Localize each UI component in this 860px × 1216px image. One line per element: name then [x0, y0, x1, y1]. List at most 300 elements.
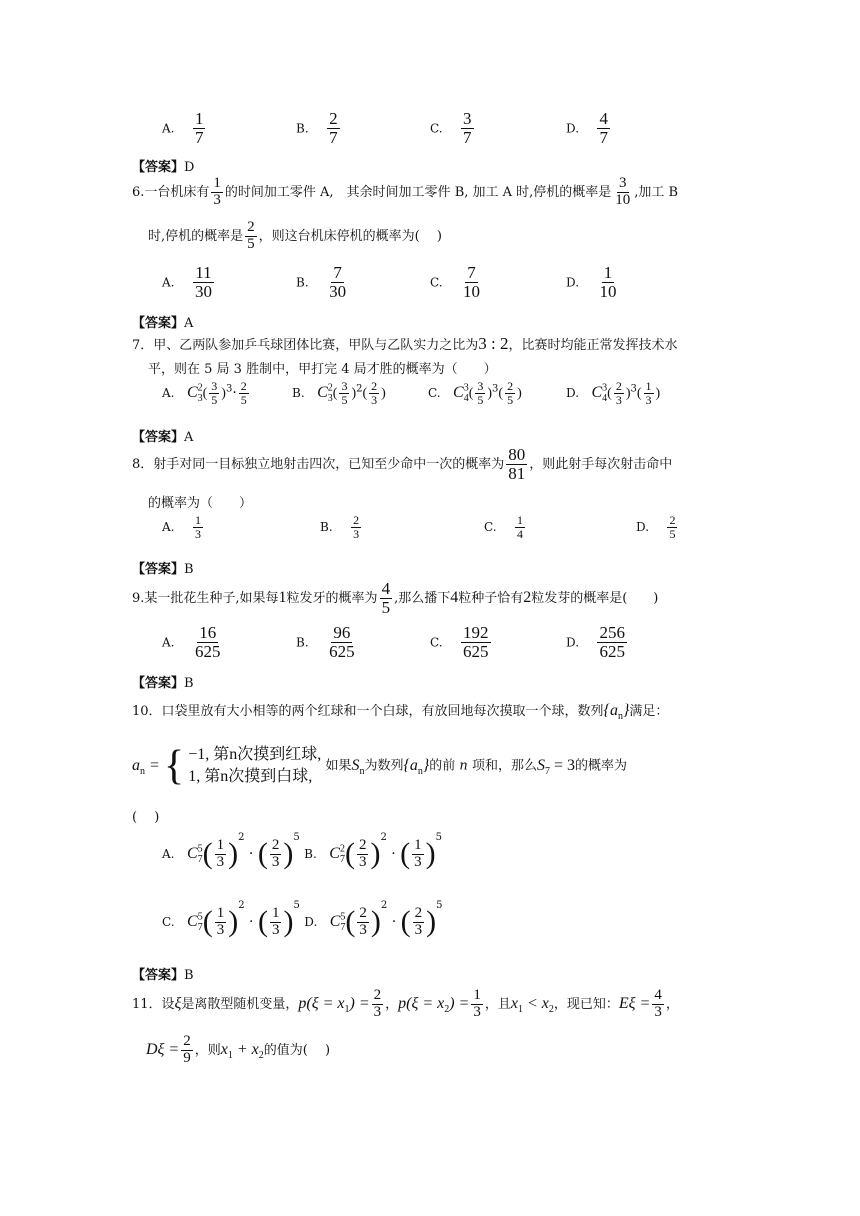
- c-sub: 3: [197, 393, 203, 405]
- numerator: 16: [199, 623, 217, 642]
- text: ( ): [132, 810, 160, 825]
- numerator: 2: [373, 987, 382, 1003]
- numerator: 2: [247, 219, 255, 235]
- numerator: 3: [211, 379, 218, 393]
- numerator: 1: [271, 904, 280, 921]
- numerator: 4: [599, 109, 608, 128]
- q10-stem-line2: [132, 742, 627, 790]
- q9-option-d: [566, 624, 629, 661]
- combination: [186, 382, 203, 405]
- q6-option-b: [296, 264, 350, 301]
- q5-option-d: [566, 110, 612, 147]
- option-label: B.: [296, 635, 309, 650]
- numerator: 1: [414, 836, 422, 853]
- an-symbol: $a_n$ =: [132, 756, 160, 777]
- exponent: 3: [225, 383, 233, 395]
- xi-symbol: ξ: [174, 994, 182, 1012]
- fraction: [380, 580, 393, 617]
- text: 平，则在 5 局 3 胜制中，甲打完 4 局才胜的概率为（ ）: [148, 362, 497, 377]
- p2-text: p(ξ = x: [398, 994, 445, 1012]
- c-symbol: C: [317, 384, 328, 402]
- denominator: 3: [216, 853, 225, 870]
- option-label: B.: [304, 847, 317, 861]
- numerator: 2: [414, 904, 423, 921]
- numerator: 1: [194, 513, 201, 527]
- q7-answer: [132, 426, 193, 445]
- fraction: [193, 624, 223, 661]
- number: 1: [278, 588, 287, 606]
- q7-option-d: D. $C^3_4$( $\frac{2}{3}$ )$^3$( $\frac{1}{3}$ ): [566, 379, 661, 407]
- denominator: 5: [381, 597, 391, 617]
- number: 4: [450, 588, 459, 606]
- text: ，则: [194, 1042, 221, 1058]
- fraction: [614, 380, 624, 406]
- fraction: [181, 1034, 193, 1067]
- q7-option-a: A. $C^2_3$( $\frac{3}{5}$ )$^3$· $\frac{2}{5}$: [162, 379, 247, 407]
- fraction: [506, 446, 527, 483]
- option-label: B.: [320, 520, 333, 535]
- option-label: D.: [566, 275, 580, 290]
- p2-end: ) =: [449, 994, 470, 1012]
- text: 8．射手对同一目标独立地射击四次，已知至少命中一次的概率为: [132, 456, 505, 472]
- denominator: 7: [329, 127, 338, 147]
- numerator: 2: [371, 379, 378, 393]
- option-label: A.: [162, 121, 175, 136]
- answer-value: B: [184, 562, 194, 577]
- denominator: 625: [463, 641, 489, 661]
- q11-stem-line2: [146, 1034, 330, 1067]
- sum-expr: [220, 1040, 264, 1061]
- denominator: 10: [463, 281, 481, 301]
- denominator: 625: [329, 641, 355, 661]
- fraction: [193, 514, 203, 540]
- numerator: 2: [329, 109, 338, 128]
- seq-text: {a: [403, 756, 418, 774]
- q7-option-b: B. $C^2_3$( $\frac{3}{5}$ )$^2$( $\frac{2}{3}$ ): [292, 379, 386, 407]
- option-label: C.: [484, 520, 497, 535]
- numerator: 1: [216, 904, 225, 921]
- exponent: 2: [380, 832, 387, 843]
- numerator: 3: [341, 379, 348, 393]
- numerator: 80: [508, 445, 526, 464]
- numerator: 2: [271, 836, 280, 853]
- fraction: [461, 624, 491, 661]
- numerator: 1: [603, 263, 613, 282]
- q10-paren: [132, 806, 159, 825]
- denominator: 3: [414, 853, 422, 870]
- q7-option-c: C. $C^3_4$( $\frac{3}{5}$ )$^3$( $\frac{2}{5}$ ): [428, 379, 522, 407]
- answer-value: B: [184, 676, 194, 691]
- c-sup: 3: [602, 382, 608, 394]
- option-label: C.: [162, 915, 175, 929]
- q10-option-c: C. $C^5_7$( $\frac{1}{3}$ )$^2$ · ( $\frac{1}{3}$ )$^5$: [162, 900, 300, 938]
- numerator: 2: [615, 379, 622, 393]
- q8-stem-line1: [132, 446, 672, 483]
- fraction: [357, 838, 369, 871]
- denominator: 7: [599, 127, 608, 147]
- an-sub: n: [140, 765, 145, 777]
- denominator: 30: [194, 281, 212, 301]
- an-text: a: [132, 756, 140, 774]
- c-sup: 3: [463, 382, 469, 394]
- denominator: 7: [194, 127, 204, 147]
- text: 满足：: [629, 704, 669, 719]
- q9-answer: [132, 672, 194, 691]
- numerator: 1: [473, 987, 481, 1003]
- text: ，现已知：: [553, 996, 619, 1012]
- c-sup: 2: [327, 382, 333, 394]
- option-label: A.: [162, 520, 175, 535]
- exponent: 5: [435, 832, 443, 843]
- denominator: 3: [371, 392, 378, 407]
- p2-sub: 2: [444, 1003, 450, 1015]
- answer-value: D: [184, 160, 195, 175]
- option-label: D.: [566, 635, 580, 650]
- p1-sub: 1: [344, 1003, 350, 1015]
- c-sub: 4: [463, 393, 469, 405]
- combination: $C^2_7$: [329, 843, 345, 866]
- fraction: [327, 624, 357, 661]
- denominator: 7: [463, 127, 472, 147]
- q8-option-b: [320, 514, 363, 540]
- seq-sub: n: [617, 711, 623, 723]
- numerator: 7: [467, 263, 476, 282]
- denominator: 3: [353, 526, 360, 541]
- fraction: [209, 380, 219, 406]
- text: ,加工 B: [634, 184, 679, 200]
- q5-option-b: [296, 110, 342, 147]
- q10-options-row2: [162, 900, 443, 938]
- option-label: A.: [162, 847, 175, 861]
- answer-value: B: [184, 968, 194, 983]
- fraction: [369, 380, 379, 406]
- option-label: B.: [296, 121, 309, 136]
- combination: [591, 382, 608, 405]
- denominator: 30: [329, 281, 347, 301]
- denominator: 9: [183, 1049, 191, 1066]
- fraction: [215, 906, 227, 939]
- q9-stem: [132, 580, 658, 617]
- c-sub: 7: [197, 922, 203, 934]
- text: 的概率为: [574, 758, 627, 774]
- sn-text: S: [351, 756, 360, 774]
- c-symbol: C: [453, 384, 464, 402]
- numerator: 1: [645, 379, 652, 393]
- option-label: D.: [566, 121, 580, 136]
- sum-sub1: 1: [227, 1049, 233, 1061]
- text: 的时间加工零件 A, 其余时间加工零件 B, 加工 A 时,停机的概率是: [224, 184, 612, 200]
- ineq-mid: < x: [522, 994, 549, 1012]
- c-sub: 7: [340, 922, 346, 934]
- c-sub: 3: [327, 393, 333, 405]
- ineq-sub1: 1: [517, 1003, 523, 1015]
- text: ,那么播下: [394, 590, 451, 606]
- q10-stem-line1: [132, 700, 668, 722]
- numerator: 192: [463, 623, 489, 642]
- denominator: 5: [211, 392, 218, 407]
- numerator: 96: [333, 623, 351, 642]
- c-sup: 5: [340, 911, 346, 923]
- q7-stem-line2: [148, 358, 497, 377]
- text: 粒种子恰有: [458, 590, 524, 606]
- answer-tag: 【答案】: [132, 968, 185, 983]
- fraction: [413, 906, 425, 939]
- seq-text: {a: [603, 702, 618, 719]
- numerator: 2: [353, 513, 360, 527]
- q6-stem-line2: [148, 220, 442, 253]
- option-label: B.: [296, 275, 309, 290]
- answer-tag: 【答案】: [132, 160, 185, 175]
- text: 如果: [325, 758, 352, 774]
- denominator: 3: [615, 392, 622, 407]
- n-var: n: [459, 758, 468, 774]
- numerator: 2: [669, 513, 676, 527]
- answer-value: A: [184, 430, 194, 445]
- denominator: 3: [473, 1003, 481, 1020]
- ratio: 3 : 2: [478, 334, 509, 353]
- prob-expr-2: [398, 994, 470, 1015]
- text: 的概率为（ ）: [148, 496, 253, 511]
- text: 时,停机的概率是: [148, 228, 244, 244]
- case-red: −1, 第n次摸到红球,: [188, 746, 322, 764]
- number: 2: [523, 588, 532, 606]
- numerator: 1: [517, 513, 524, 527]
- q7-stem-line1: [132, 334, 678, 354]
- c-sup: 5: [197, 911, 203, 923]
- expectation: Eξ =: [618, 994, 651, 1012]
- text: 9.某一批花生种子,如果每: [132, 590, 279, 606]
- fraction: [461, 264, 482, 301]
- q5-option-c: [430, 110, 476, 147]
- denominator: 5: [240, 392, 247, 407]
- fraction: [239, 380, 249, 406]
- denominator: 3: [194, 526, 201, 541]
- c-symbol: C: [186, 384, 198, 402]
- text: ，且: [484, 996, 511, 1012]
- exponent: 5: [293, 900, 300, 911]
- fraction: [193, 110, 206, 147]
- c-sup: 5: [197, 843, 203, 855]
- combination: [317, 382, 333, 405]
- numerator: 3: [619, 175, 627, 191]
- brace: {: [163, 743, 185, 789]
- answer-tag: 【答案】: [132, 430, 185, 445]
- q8-answer: [132, 558, 194, 577]
- text: 7．甲、乙两队参加乒乓球团体比赛，甲队与乙队实力之比为: [132, 338, 479, 353]
- denominator: 3: [654, 1003, 662, 1020]
- numerator: 3: [463, 109, 472, 128]
- q5-option-a: [162, 110, 207, 147]
- text: ，则此射手每次射击命中: [529, 456, 673, 472]
- s7-sub: 7: [544, 765, 550, 777]
- exponent: 5: [436, 900, 443, 911]
- denominator: 10: [599, 281, 617, 301]
- fraction: [597, 624, 627, 661]
- q6-option-a: [162, 264, 216, 301]
- c-sub: 4: [602, 393, 608, 405]
- denominator: 5: [341, 392, 348, 407]
- prob-expr-1: [298, 994, 370, 1015]
- exponent: 2: [356, 383, 363, 395]
- text: 粒发牙的概率为: [286, 590, 378, 606]
- numerator: 2: [358, 836, 367, 853]
- numerator: 2: [240, 379, 247, 393]
- fraction: [644, 380, 654, 406]
- sum-mid: + x: [232, 1040, 259, 1058]
- answer-tag: 【答案】: [132, 562, 185, 577]
- q10-options-row1: [162, 832, 442, 870]
- option-label: A.: [162, 635, 175, 650]
- fraction: [245, 220, 257, 253]
- option-label: B.: [292, 386, 305, 401]
- exponent: 2: [380, 900, 388, 911]
- fraction: [211, 176, 223, 209]
- q10-option-d: D. $C^5_7$( $\frac{2}{3}$ )$^2$ · ( $\frac{2}{3}$ )$^5$: [304, 900, 443, 938]
- option-label: C.: [430, 121, 443, 136]
- numerator: 11: [195, 263, 212, 282]
- denominator: 5: [477, 392, 484, 407]
- piecewise-cases: [188, 744, 321, 787]
- numerator: 3: [477, 379, 484, 393]
- sequence-symbol: $\{a_n\}$: [403, 756, 430, 777]
- denominator: 5: [669, 526, 676, 541]
- denominator: 3: [271, 921, 280, 938]
- exponent: 3: [492, 383, 499, 395]
- answer-value: A: [184, 316, 194, 331]
- denominator: 3: [414, 921, 423, 938]
- s7-eq: = 3: [553, 756, 575, 774]
- option-label: D.: [304, 915, 318, 929]
- fraction: [652, 988, 664, 1021]
- denominator: 5: [507, 392, 514, 407]
- denominator: 3: [373, 1003, 382, 1020]
- q6-answer: [132, 312, 193, 331]
- fraction: [471, 988, 483, 1021]
- fraction: [475, 380, 485, 406]
- numerator: 4: [381, 579, 391, 598]
- inequality: [510, 994, 554, 1015]
- denominator: 625: [194, 641, 221, 661]
- option-label: C.: [430, 635, 443, 650]
- text: 的值为( ): [263, 1042, 331, 1058]
- numerator: 2: [507, 379, 514, 393]
- q8-stem-line2: [148, 492, 252, 511]
- text: 6.一台机床有: [132, 184, 210, 200]
- numerator: 4: [654, 987, 662, 1003]
- answer-tag: 【答案】: [132, 316, 185, 331]
- q6-option-d: [566, 264, 620, 301]
- s7-text: S: [536, 756, 545, 774]
- sn-symbol: [351, 756, 365, 777]
- denominator: 3: [216, 921, 225, 938]
- option-label: C.: [428, 386, 441, 401]
- text: 11．设: [132, 996, 175, 1012]
- q8-option-d: [636, 514, 679, 540]
- text: 为数列: [364, 758, 404, 774]
- denominator: 81: [508, 463, 526, 483]
- numerator: 1: [216, 836, 225, 853]
- case-white: 1, 第n次摸到白球,: [188, 768, 313, 785]
- c-sup: 2: [197, 382, 203, 394]
- fraction: [193, 264, 214, 301]
- dot: ·: [232, 385, 237, 402]
- exponent: 2: [238, 900, 245, 911]
- combination: $C^5_7$: [329, 911, 346, 934]
- numerator: 2: [359, 904, 367, 921]
- p1-text: p(ξ = x: [298, 994, 345, 1012]
- numerator: 2: [183, 1033, 191, 1049]
- fraction: [597, 110, 610, 147]
- c-sup: 2: [339, 843, 345, 855]
- variance: Dξ =: [146, 1040, 180, 1058]
- fraction: [339, 380, 349, 406]
- denominator: 5: [247, 235, 255, 252]
- fraction: [613, 176, 632, 209]
- fraction: [270, 838, 282, 871]
- fraction: [215, 838, 227, 871]
- c-symbol: C: [591, 384, 603, 402]
- numerator: 1: [213, 175, 221, 191]
- sum-sub2: 2: [258, 1049, 264, 1061]
- q9-option-a: [162, 624, 224, 661]
- ineq-x: x: [510, 994, 518, 1012]
- q9-option-c: [430, 624, 493, 661]
- combination: $C^5_7$: [187, 911, 203, 934]
- text: ，比赛时均能正常发挥技术水: [508, 338, 678, 353]
- fraction: [412, 838, 424, 871]
- q6-stem-line1: [132, 176, 678, 209]
- text: 的前: [429, 758, 456, 774]
- text: ，则这台机床停机的概率为( ): [258, 228, 442, 244]
- q10-answer: [132, 964, 194, 983]
- option-label: D.: [566, 386, 580, 401]
- fraction: [461, 110, 474, 147]
- option-label: A.: [162, 386, 175, 401]
- denominator: 3: [359, 921, 367, 938]
- s7-symbol: [536, 756, 575, 777]
- option-label: C.: [430, 275, 443, 290]
- combination: $C^5_7$: [186, 843, 203, 866]
- ineq-sub2: 2: [548, 1003, 554, 1015]
- denominator: 3: [271, 853, 280, 870]
- fraction: [327, 264, 348, 301]
- denominator: 3: [213, 191, 221, 208]
- combination: [453, 382, 469, 405]
- exponent: 2: [238, 832, 245, 843]
- denominator: 3: [645, 392, 652, 407]
- numerator: 7: [333, 263, 342, 282]
- fraction: [505, 380, 515, 406]
- q10-option-b: B. $C^2_7$( $\frac{2}{3}$ )$^2$ · ( $\frac{1}{3}$ )$^5$: [304, 832, 443, 870]
- q6-option-c: [430, 264, 484, 301]
- fraction: [515, 514, 525, 540]
- text: 是离散型随机变量，: [181, 996, 299, 1012]
- numerator: 256: [599, 623, 625, 642]
- fraction: [372, 988, 384, 1021]
- sn-sub: n: [359, 765, 365, 777]
- text: 项和，那么: [471, 758, 537, 774]
- fraction: [270, 906, 282, 939]
- q10-option-a: A. $C^5_7$( $\frac{1}{3}$ )$^2$ · ( $\frac{2}{3}$ )$^5$: [162, 832, 300, 870]
- exponent: 5: [293, 832, 300, 843]
- seq-sub: n: [417, 765, 423, 777]
- q11-stem-line1: 11．设ξ是离散型随机变量，$p(\xi = x_1)$ = $\frac{2}{3}$ ，$p(\xi = x_2)$ = $\frac{1}{3}$ ，且$x_1 < x_2$，现已知：Eξ = $\frac{4}{3}$ ，: [132, 987, 679, 1020]
- fraction: [357, 906, 369, 939]
- sum-x: x: [220, 1040, 228, 1058]
- q5-answer: [132, 156, 194, 175]
- p1-end: ) =: [349, 994, 370, 1012]
- numerator: 1: [194, 109, 204, 128]
